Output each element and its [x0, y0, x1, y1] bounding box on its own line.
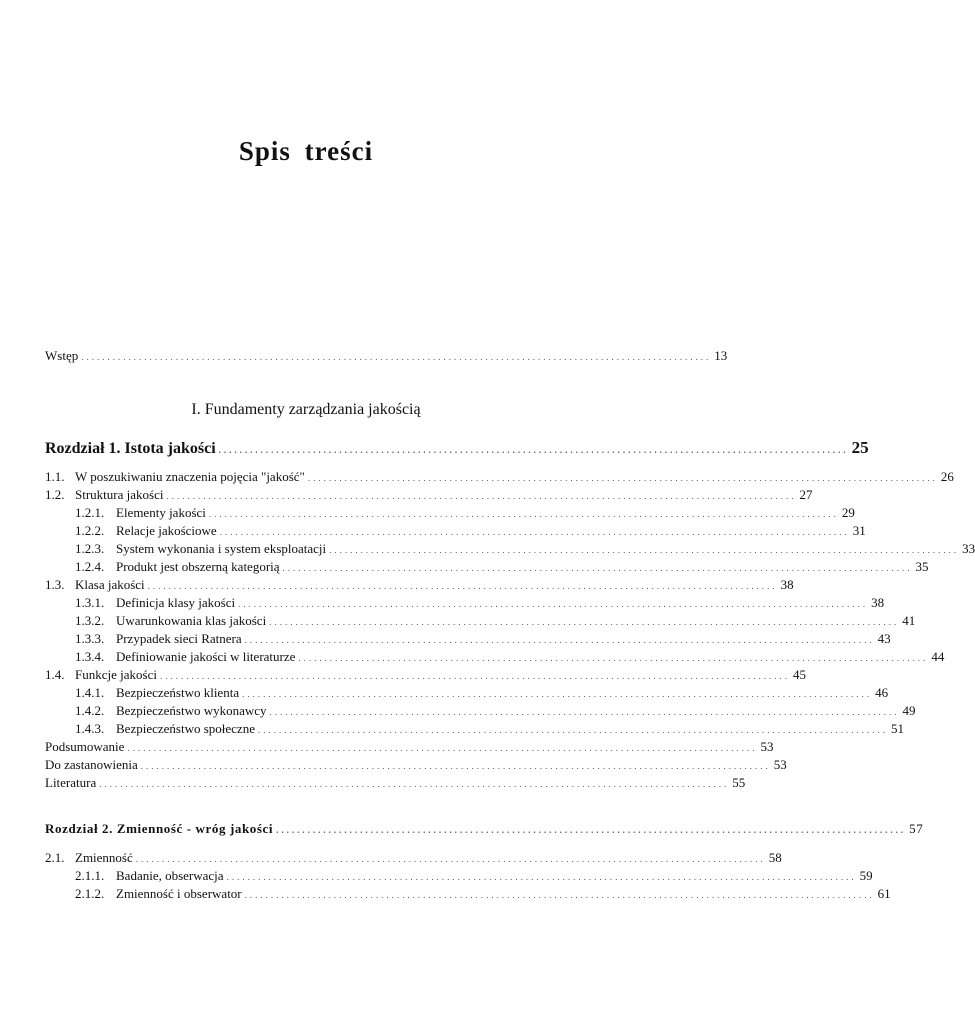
toc-row[interactable] — [45, 684, 889, 702]
toc-chapter-2 — [45, 820, 924, 838]
toc-entry-label — [45, 486, 163, 504]
toc-row[interactable] — [45, 486, 813, 504]
toc-section-number: 2.1.2. — [75, 886, 105, 901]
toc-entry-label — [75, 684, 239, 702]
toc-section-title: Literatura — [45, 775, 97, 790]
dot-leader: ........................................................................................................................ — [276, 825, 907, 835]
toc-entry-label — [45, 738, 124, 756]
toc-intro — [45, 347, 728, 365]
toc-section-title: Zmienność — [75, 850, 133, 865]
toc-row[interactable] — [45, 756, 787, 774]
dot-leader: ........................................................................................................................ — [242, 689, 873, 699]
toc-section-number: 1.1. — [45, 469, 65, 484]
toc-entry-label — [45, 849, 133, 867]
toc-page-number: 29 — [841, 505, 855, 520]
toc-section-number: 1.3.3. — [75, 631, 105, 646]
toc-page-number: 27 — [799, 487, 813, 502]
toc-section-title: Uwarunkowania klas jakości — [116, 613, 267, 628]
toc-entry-label — [75, 702, 267, 720]
toc-section-number: 1.2. — [45, 487, 65, 502]
chapter-label: Rozdział 1. Istota jakości — [45, 440, 216, 457]
toc-section-title: Bezpieczeństwo społeczne — [116, 721, 255, 736]
toc-entry-label — [45, 468, 305, 486]
toc-section-title: Do zastanowienia — [45, 757, 138, 772]
toc-page-number: 46 — [875, 685, 889, 700]
part-title: I. Fundamenty zarządzania jakością — [191, 401, 421, 418]
toc-entry-label — [75, 720, 255, 738]
toc-page-number: 13 — [714, 348, 728, 363]
toc-entry-label — [75, 540, 326, 558]
toc-row[interactable] — [45, 576, 794, 594]
toc-chapter-1 — [45, 437, 869, 459]
dot-leader: ........................................................................................................................ — [219, 527, 850, 537]
toc-page-number: 35 — [915, 559, 929, 574]
dot-leader: ........................................................................................................................ — [298, 653, 929, 663]
toc-section-title: Struktura jakości — [75, 487, 164, 502]
toc-section-number: 1.4.2. — [75, 703, 105, 718]
toc-row[interactable] — [45, 522, 866, 540]
toc-page-number: 53 — [760, 739, 774, 754]
toc-row[interactable] — [45, 540, 975, 558]
toc-page-number: 49 — [902, 703, 916, 718]
toc-section-number: 1.4.1. — [75, 685, 105, 700]
toc-row[interactable] — [45, 504, 855, 522]
toc-section-title: Podsumowanie — [45, 739, 125, 754]
toc-entry-label — [75, 594, 235, 612]
toc-entry-label — [75, 867, 224, 885]
dot-leader: ........................................................................................................................ — [127, 743, 758, 753]
toc-row[interactable] — [45, 558, 929, 576]
toc-entry-label: Wstęp — [45, 348, 79, 363]
dot-leader: ........................................................................................................................ — [218, 445, 849, 455]
toc-entry-label — [75, 504, 206, 522]
toc-list-chapter-1 — [45, 468, 975, 792]
dot-leader: ........................................................................................................................ — [329, 545, 960, 555]
dot-leader: ........................................................................................................................ — [166, 491, 797, 501]
toc-section-number: 1.3. — [45, 577, 65, 592]
dot-leader: ........................................................................................................................ — [269, 707, 900, 717]
toc-row[interactable] — [45, 648, 945, 666]
toc-page-number: 33 — [962, 541, 975, 556]
toc-page-number: 58 — [768, 850, 782, 865]
toc-entry-label — [75, 612, 266, 630]
toc-entry-label — [75, 885, 242, 903]
dot-leader: ........................................................................................................................ — [282, 563, 913, 573]
toc-row[interactable] — [45, 849, 782, 867]
chapter-page-number: 25 — [851, 438, 869, 457]
dot-leader: ........................................................................................................................ — [208, 509, 839, 519]
toc-row[interactable] — [45, 867, 873, 885]
toc-page-number: 43 — [877, 631, 891, 646]
toc-page-number: 53 — [773, 757, 787, 772]
toc-section-number: 1.4.3. — [75, 721, 105, 736]
page-title: Spis treści — [238, 136, 374, 166]
dot-leader: ........................................................................................................................ — [99, 779, 730, 789]
toc-row-intro[interactable] — [45, 347, 728, 365]
toc-page-number: 41 — [902, 613, 916, 628]
toc-section-number: 1.3.1. — [75, 595, 105, 610]
toc-entry-label — [75, 558, 280, 576]
toc-section-title: Funkcje jakości — [75, 667, 157, 682]
toc-section-title: Bezpieczeństwo klienta — [116, 685, 240, 700]
toc-page-number: 38 — [780, 577, 794, 592]
toc-row[interactable] — [45, 630, 891, 648]
toc-row[interactable] — [45, 720, 904, 738]
toc-entry-label — [45, 576, 145, 594]
toc-row[interactable] — [45, 774, 746, 792]
dot-leader: ........................................................................................................................ — [307, 473, 938, 483]
toc-page-number: 51 — [890, 721, 904, 736]
toc-section-number: 2.1.1. — [75, 868, 105, 883]
toc-section-title: Zmienność i obserwator — [116, 886, 242, 901]
toc-row[interactable] — [45, 738, 774, 756]
toc-chapter-heading[interactable] — [45, 820, 924, 838]
toc-section-title: Elementy jakości — [116, 505, 206, 520]
toc-entry-label — [75, 522, 217, 540]
toc-section-title: Bezpieczeństwo wykonawcy — [116, 703, 267, 718]
toc-entry-label — [75, 648, 295, 666]
dot-leader: ........................................................................................................................ — [238, 599, 869, 609]
dot-leader: ........................................................................................................................ — [244, 635, 875, 645]
chapter-page-number: 57 — [909, 821, 924, 836]
toc-section-number: 1.2.1. — [75, 505, 105, 520]
chapter-label: Rozdział 2. Zmienność - wróg jakości — [45, 821, 274, 836]
toc-page-number: 38 — [871, 595, 885, 610]
dot-leader: ........................................................................................................................ — [135, 854, 766, 864]
toc-page-number: 45 — [792, 667, 806, 682]
toc-page-number: 44 — [931, 649, 945, 664]
toc-section-title: Badanie, obserwacja — [116, 868, 224, 883]
toc-section-number: 1.3.4. — [75, 649, 105, 664]
dot-leader: ........................................................................................................................ — [140, 761, 771, 771]
toc-section-title: Definiowanie jakości w literaturze — [116, 649, 296, 664]
toc-section-number: 1.2.2. — [75, 523, 105, 538]
toc-entry-label — [75, 630, 242, 648]
toc-row[interactable] — [45, 612, 916, 630]
toc-row[interactable] — [45, 885, 891, 903]
toc-section-title: System wykonania i system eksploatacji — [116, 541, 327, 556]
dot-leader: ........................................................................................................................ — [159, 671, 790, 681]
toc-page-number: 61 — [877, 886, 891, 901]
toc-row[interactable] — [45, 702, 916, 720]
toc-section-number: 1.3.2. — [75, 613, 105, 628]
dot-leader: ........................................................................................................................ — [226, 872, 857, 882]
toc-page-number: 31 — [852, 523, 866, 538]
toc-section-number: 1.4. — [45, 667, 65, 682]
toc-row[interactable] — [45, 666, 806, 684]
dot-leader: ........................................................................................................................ — [244, 890, 875, 900]
toc-section-number: 1.2.4. — [75, 559, 105, 574]
toc-entry-label — [45, 756, 138, 774]
dot-leader: ........................................................................................................................ — [269, 617, 900, 627]
toc-section-title: Produkt jest obszerną kategorią — [116, 559, 280, 574]
toc-section-number: 2.1. — [45, 850, 65, 865]
toc-row[interactable] — [45, 468, 954, 486]
toc-page-number: 26 — [940, 469, 954, 484]
dot-leader: ........................................................................................................................ — [81, 352, 712, 362]
toc-entry-label — [45, 666, 157, 684]
toc-section-number: 1.2.3. — [75, 541, 105, 556]
toc-section-title: Relacje jakościowe — [116, 523, 217, 538]
dot-leader: ........................................................................................................................ — [147, 581, 778, 591]
toc-row[interactable] — [45, 594, 885, 612]
toc-page-number: 59 — [859, 868, 873, 883]
toc-section-title: Klasa jakości — [75, 577, 145, 592]
dot-leader: ........................................................................................................................ — [257, 725, 888, 735]
toc-section-title: Definicja klasy jakości — [116, 595, 236, 610]
toc-section-title: Przypadek sieci Ratnera — [116, 631, 242, 646]
toc-list-chapter-2 — [45, 849, 891, 903]
toc-page-number: 55 — [732, 775, 746, 790]
toc-section-title: W poszukiwaniu znaczenia pojęcia "jakość" — [75, 469, 305, 484]
toc-chapter-heading[interactable] — [45, 437, 869, 459]
toc-entry-label — [45, 774, 96, 792]
